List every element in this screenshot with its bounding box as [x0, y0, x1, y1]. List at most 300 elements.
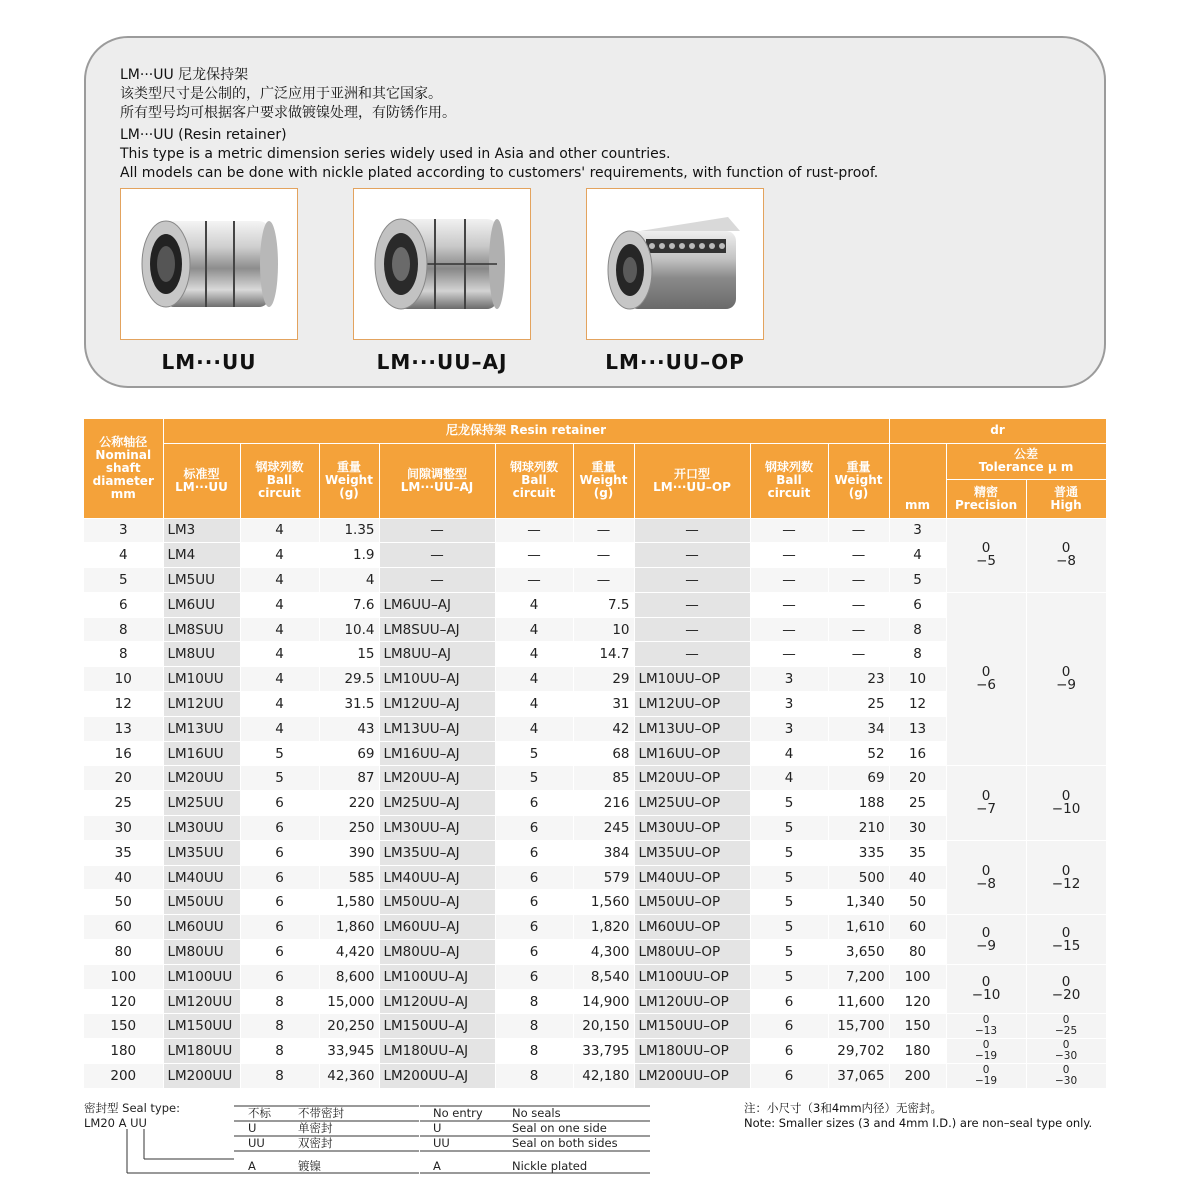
cell-op-weight: 34: [828, 716, 889, 741]
cell-dr-mm: 30: [889, 816, 946, 841]
cell-aj-model: —: [379, 543, 495, 568]
cell-standard-model: LM30UU: [163, 816, 240, 841]
cell-op-ball-circuit: —: [750, 592, 828, 617]
header-precision: 精密 Precision: [946, 479, 1026, 518]
cell-op-weight: 23: [828, 667, 889, 692]
cell-op-ball-circuit: 3: [750, 692, 828, 717]
cell-nominal-diameter: 13: [84, 716, 163, 741]
table-row: [84, 915, 1106, 940]
cell-dr-mm: 8: [889, 642, 946, 667]
cell-aj-model: LM35UU–AJ: [379, 840, 495, 865]
cell-nominal-diameter: 100: [84, 964, 163, 989]
cell-aj-model: LM30UU–AJ: [379, 816, 495, 841]
tolerance-high: 0 −20: [1026, 964, 1106, 1014]
cell-op-model: LM13UU–OP: [634, 716, 750, 741]
header-weight: 重量 Weight (g): [319, 443, 379, 518]
table-row: [84, 766, 1106, 791]
cell-weight: 4: [319, 568, 379, 593]
cell-aj-weight: 31: [573, 692, 634, 717]
cell-op-ball-circuit: 6: [750, 989, 828, 1014]
cell-aj-weight: 20,150: [573, 1014, 634, 1039]
cell-aj-weight: 14,900: [573, 989, 634, 1014]
cell-weight: 250: [319, 816, 379, 841]
bearing-image: [586, 188, 764, 340]
cell-dr-mm: 35: [889, 840, 946, 865]
cell-aj-model: LM50UU–AJ: [379, 890, 495, 915]
cell-standard-model: LM12UU: [163, 692, 240, 717]
header-ball-circuit: 钢球列数 Ball circuit: [750, 443, 828, 518]
intro-cn-line: LM···UU 尼龙保持架: [120, 67, 249, 83]
cell-op-weight: 52: [828, 741, 889, 766]
cell-aj-model: LM13UU–AJ: [379, 716, 495, 741]
cell-dr-mm: 120: [889, 989, 946, 1014]
cell-op-ball-circuit: 4: [750, 741, 828, 766]
cell-aj-ball-circuit: 4: [495, 692, 573, 717]
cell-op-ball-circuit: 6: [750, 1014, 828, 1039]
tolerance-high: 0 −12: [1026, 840, 1106, 914]
cell-aj-weight: 85: [573, 766, 634, 791]
seal-code-en: A: [433, 1159, 441, 1173]
cell-nominal-diameter: 8: [84, 642, 163, 667]
cell-aj-ball-circuit: 8: [495, 1064, 573, 1089]
cell-dr-mm: 150: [889, 1014, 946, 1039]
cell-op-weight: 25: [828, 692, 889, 717]
cell-op-model: —: [634, 617, 750, 642]
product-lm-uu-op: [586, 188, 764, 374]
cell-op-weight: 1,610: [828, 915, 889, 940]
table-row: [84, 518, 1106, 543]
cell-nominal-diameter: 150: [84, 1014, 163, 1039]
note-cn: 注：小尺寸（3和4mm内径）无密封。: [744, 1101, 943, 1115]
cell-dr-mm: 40: [889, 865, 946, 890]
tolerance-high: 0 −30: [1026, 1039, 1106, 1064]
cell-op-model: LM25UU–OP: [634, 791, 750, 816]
cell-aj-ball-circuit: 6: [495, 940, 573, 965]
cell-aj-weight: 14.7: [573, 642, 634, 667]
cell-weight: 1,860: [319, 915, 379, 940]
cell-weight: 87: [319, 766, 379, 791]
cell-op-weight: —: [828, 518, 889, 543]
cell-aj-weight: 216: [573, 791, 634, 816]
cell-aj-ball-circuit: 4: [495, 716, 573, 741]
cell-ball-circuit: 4: [240, 568, 319, 593]
header-weight: 重量 Weight (g): [828, 443, 889, 518]
header-open-type: 开口型 LM···UU–OP: [634, 443, 750, 518]
cell-weight: 220: [319, 791, 379, 816]
cell-aj-ball-circuit: 6: [495, 964, 573, 989]
cell-standard-model: LM25UU: [163, 791, 240, 816]
tolerance-high: 0 −8: [1026, 518, 1106, 592]
cell-weight: 20,250: [319, 1014, 379, 1039]
cell-ball-circuit: 4: [240, 543, 319, 568]
cell-op-weight: —: [828, 642, 889, 667]
table-row: [84, 1064, 1106, 1089]
cell-aj-weight: 42: [573, 716, 634, 741]
cell-op-weight: —: [828, 568, 889, 593]
seal-desc: 双密封: [298, 1136, 333, 1150]
cell-op-weight: 210: [828, 816, 889, 841]
cell-aj-model: LM6UU–AJ: [379, 592, 495, 617]
product-caption: LM···UU–OP: [605, 350, 745, 374]
cell-weight: 15,000: [319, 989, 379, 1014]
note-en: Note: Smaller sizes (3 and 4mm I.D.) are non–seal type only.: [744, 1116, 1093, 1130]
cell-aj-weight: —: [573, 568, 634, 593]
cell-standard-model: LM80UU: [163, 940, 240, 965]
seal-code: 不标: [248, 1106, 271, 1120]
cell-nominal-diameter: 60: [84, 915, 163, 940]
cell-aj-weight: 7.5: [573, 592, 634, 617]
cell-nominal-diameter: 80: [84, 940, 163, 965]
seal-desc-en: Seal on both sides: [512, 1136, 618, 1150]
tolerance-precision: 0 −7: [946, 766, 1026, 840]
cell-dr-mm: 10: [889, 667, 946, 692]
cell-weight: 4,420: [319, 940, 379, 965]
product-caption: LM···UU: [161, 350, 257, 374]
cell-ball-circuit: 4: [240, 667, 319, 692]
cell-dr-mm: 6: [889, 592, 946, 617]
cell-aj-model: LM80UU–AJ: [379, 940, 495, 965]
cell-op-model: LM20UU–OP: [634, 766, 750, 791]
cell-nominal-diameter: 40: [84, 865, 163, 890]
cell-aj-weight: 1,820: [573, 915, 634, 940]
header-adjustable-type: 间隙调整型 LM···UU–AJ: [379, 443, 495, 518]
product-lm-uu-aj: [353, 188, 531, 374]
cell-standard-model: LM150UU: [163, 1014, 240, 1039]
cell-ball-circuit: 4: [240, 692, 319, 717]
cell-aj-weight: 579: [573, 865, 634, 890]
cell-op-model: —: [634, 543, 750, 568]
cell-op-model: —: [634, 642, 750, 667]
cell-aj-model: LM180UU–AJ: [379, 1039, 495, 1064]
cell-aj-model: LM120UU–AJ: [379, 989, 495, 1014]
cell-dr-mm: 16: [889, 741, 946, 766]
cell-aj-weight: 8,540: [573, 964, 634, 989]
seal-desc-en: No seals: [512, 1106, 561, 1120]
cell-op-model: LM50UU–OP: [634, 890, 750, 915]
cell-aj-ball-circuit: 8: [495, 989, 573, 1014]
seal-type-example: LM20 A UU: [84, 1116, 147, 1130]
cell-ball-circuit: 5: [240, 766, 319, 791]
cell-aj-weight: 42,180: [573, 1064, 634, 1089]
header-tolerance: 公差 Tolerance μ m: [946, 443, 1106, 479]
cell-op-model: LM40UU–OP: [634, 865, 750, 890]
cell-op-weight: —: [828, 592, 889, 617]
seal-desc: 单密封: [298, 1121, 333, 1135]
cell-ball-circuit: 8: [240, 1014, 319, 1039]
cell-dr-mm: 100: [889, 964, 946, 989]
cell-nominal-diameter: 20: [84, 766, 163, 791]
cell-aj-model: LM25UU–AJ: [379, 791, 495, 816]
cell-op-weight: 11,600: [828, 989, 889, 1014]
header-nominal-diameter: 公称轴径 Nominal shaft diameter mm: [84, 419, 163, 518]
cell-op-ball-circuit: 5: [750, 791, 828, 816]
cell-aj-model: —: [379, 518, 495, 543]
seal-type-title: 密封型 Seal type:: [84, 1101, 180, 1115]
header-high: 普通 High: [1026, 479, 1106, 518]
table-row: [84, 964, 1106, 989]
spec-table: [84, 419, 1107, 1089]
cell-aj-weight: 4,300: [573, 940, 634, 965]
cell-op-ball-circuit: 6: [750, 1039, 828, 1064]
cell-op-model: —: [634, 568, 750, 593]
cell-ball-circuit: 4: [240, 716, 319, 741]
cell-dr-mm: 20: [889, 766, 946, 791]
cell-dr-mm: 50: [889, 890, 946, 915]
cell-weight: 7.6: [319, 592, 379, 617]
cell-nominal-diameter: 4: [84, 543, 163, 568]
cell-aj-ball-circuit: 6: [495, 890, 573, 915]
cell-standard-model: LM6UU: [163, 592, 240, 617]
cell-aj-ball-circuit: 5: [495, 741, 573, 766]
cell-standard-model: LM200UU: [163, 1064, 240, 1089]
cell-op-model: LM16UU–OP: [634, 741, 750, 766]
cell-dr-mm: 8: [889, 617, 946, 642]
cell-dr-mm: 4: [889, 543, 946, 568]
header-weight: 重量 Weight (g): [573, 443, 634, 518]
cell-standard-model: LM13UU: [163, 716, 240, 741]
cell-dr-mm: 200: [889, 1064, 946, 1089]
cell-ball-circuit: 6: [240, 840, 319, 865]
seal-code: UU: [248, 1136, 265, 1150]
seal-desc: 镀镍: [298, 1159, 321, 1173]
seal-desc-en: Nickle plated: [512, 1159, 588, 1173]
cell-op-weight: —: [828, 543, 889, 568]
cell-standard-model: LM20UU: [163, 766, 240, 791]
cell-ball-circuit: 8: [240, 989, 319, 1014]
cell-op-model: LM180UU–OP: [634, 1039, 750, 1064]
cell-nominal-diameter: 3: [84, 518, 163, 543]
cell-aj-ball-circuit: 6: [495, 840, 573, 865]
intro-text: [120, 66, 878, 183]
cell-op-ball-circuit: 3: [750, 716, 828, 741]
cell-op-model: LM80UU–OP: [634, 940, 750, 965]
note: [744, 1101, 1092, 1131]
tolerance-high: 0 −9: [1026, 592, 1106, 766]
cell-aj-ball-circuit: 8: [495, 1014, 573, 1039]
cell-ball-circuit: 4: [240, 642, 319, 667]
cell-op-ball-circuit: 5: [750, 964, 828, 989]
cell-standard-model: LM180UU: [163, 1039, 240, 1064]
cell-weight: 31.5: [319, 692, 379, 717]
cell-nominal-diameter: 12: [84, 692, 163, 717]
cell-weight: 1.9: [319, 543, 379, 568]
tolerance-high: 0 −30: [1026, 1064, 1106, 1089]
cell-op-weight: 500: [828, 865, 889, 890]
cell-op-ball-circuit: 5: [750, 840, 828, 865]
bearing-image: [120, 188, 298, 340]
cell-op-model: LM120UU–OP: [634, 989, 750, 1014]
cell-op-weight: 1,340: [828, 890, 889, 915]
intro-en-line: This type is a metric dimension series widely used in Asia and other countries.: [120, 146, 671, 162]
cell-nominal-diameter: 6: [84, 592, 163, 617]
cell-op-model: LM100UU–OP: [634, 964, 750, 989]
cell-standard-model: LM60UU: [163, 915, 240, 940]
cell-aj-ball-circuit: 4: [495, 667, 573, 692]
cell-dr-mm: 25: [889, 791, 946, 816]
cell-weight: 43: [319, 716, 379, 741]
cell-op-ball-circuit: 3: [750, 667, 828, 692]
cell-aj-model: LM150UU–AJ: [379, 1014, 495, 1039]
cell-op-ball-circuit: —: [750, 617, 828, 642]
cell-standard-model: LM50UU: [163, 890, 240, 915]
cell-nominal-diameter: 5: [84, 568, 163, 593]
intro-cn-line: 该类型尺寸是公制的，广泛应用于亚洲和其它国家。: [120, 86, 442, 102]
seal-code-en: UU: [433, 1136, 450, 1150]
seal-desc: 不带密封: [298, 1106, 344, 1120]
cell-aj-model: LM60UU–AJ: [379, 915, 495, 940]
cell-nominal-diameter: 10: [84, 667, 163, 692]
tolerance-precision: 0 −10: [946, 964, 1026, 1014]
cell-dr-mm: 3: [889, 518, 946, 543]
cell-dr-mm: 180: [889, 1039, 946, 1064]
cell-weight: 8,600: [319, 964, 379, 989]
tolerance-precision: 0 −8: [946, 840, 1026, 914]
cell-aj-model: LM8SUU–AJ: [379, 617, 495, 642]
cell-aj-model: LM16UU–AJ: [379, 741, 495, 766]
cell-aj-ball-circuit: 4: [495, 617, 573, 642]
cell-dr-mm: 5: [889, 568, 946, 593]
header-resin-retainer: 尼龙保持架 Resin retainer: [163, 419, 889, 443]
cell-weight: 1,580: [319, 890, 379, 915]
cell-aj-weight: 245: [573, 816, 634, 841]
header-mm: mm: [889, 443, 946, 518]
cell-op-weight: 7,200: [828, 964, 889, 989]
cell-nominal-diameter: 16: [84, 741, 163, 766]
cell-op-ball-circuit: 5: [750, 915, 828, 940]
header-ball-circuit: 钢球列数 Ball circuit: [240, 443, 319, 518]
cell-op-ball-circuit: 5: [750, 890, 828, 915]
cell-aj-model: LM200UU–AJ: [379, 1064, 495, 1089]
spec-table-body: [84, 518, 1106, 1088]
cell-op-weight: 69: [828, 766, 889, 791]
cell-op-weight: —: [828, 617, 889, 642]
cell-op-model: LM150UU–OP: [634, 1014, 750, 1039]
cell-op-model: LM35UU–OP: [634, 840, 750, 865]
cell-weight: 585: [319, 865, 379, 890]
cell-op-weight: 188: [828, 791, 889, 816]
cell-aj-weight: 10: [573, 617, 634, 642]
cell-op-model: LM30UU–OP: [634, 816, 750, 841]
cell-aj-ball-circuit: 6: [495, 816, 573, 841]
cell-ball-circuit: 8: [240, 1039, 319, 1064]
cell-op-model: —: [634, 518, 750, 543]
cell-ball-circuit: 6: [240, 915, 319, 940]
cell-nominal-diameter: 200: [84, 1064, 163, 1089]
header-ball-circuit: 钢球列数 Ball circuit: [495, 443, 573, 518]
tolerance-precision: 0 −13: [946, 1014, 1026, 1039]
cell-weight: 1.35: [319, 518, 379, 543]
cell-weight: 33,945: [319, 1039, 379, 1064]
intro-en-line: All models can be done with nickle plated according to customers' requirements, with function of rust-proof.: [120, 165, 879, 181]
cell-standard-model: LM120UU: [163, 989, 240, 1014]
cell-aj-ball-circuit: —: [495, 518, 573, 543]
cell-aj-ball-circuit: 6: [495, 865, 573, 890]
product-lm-uu: [120, 188, 298, 374]
bearing-image: [353, 188, 531, 340]
cell-ball-circuit: 6: [240, 791, 319, 816]
cell-standard-model: LM3: [163, 518, 240, 543]
cell-aj-weight: 33,795: [573, 1039, 634, 1064]
cell-aj-ball-circuit: —: [495, 568, 573, 593]
cell-op-ball-circuit: 5: [750, 816, 828, 841]
cell-aj-weight: —: [573, 543, 634, 568]
cell-standard-model: LM16UU: [163, 741, 240, 766]
cell-op-weight: 37,065: [828, 1064, 889, 1089]
cell-nominal-diameter: 35: [84, 840, 163, 865]
cell-aj-model: LM8UU–AJ: [379, 642, 495, 667]
cell-aj-model: LM10UU–AJ: [379, 667, 495, 692]
tolerance-high: 0 −10: [1026, 766, 1106, 840]
product-caption: LM···UU–AJ: [376, 350, 508, 374]
cell-ball-circuit: 6: [240, 865, 319, 890]
cell-op-weight: 15,700: [828, 1014, 889, 1039]
intro-en-title: LM···UU (Resin retainer): [120, 127, 287, 143]
cell-op-ball-circuit: —: [750, 568, 828, 593]
table-row: [84, 1014, 1106, 1039]
cell-aj-ball-circuit: 5: [495, 766, 573, 791]
seal-code-en: U: [433, 1121, 442, 1135]
tolerance-precision: 0 −19: [946, 1064, 1026, 1089]
cell-op-ball-circuit: 5: [750, 865, 828, 890]
header-dr: dr: [889, 419, 1106, 443]
seal-code-en: No entry: [433, 1106, 483, 1120]
cell-aj-weight: 68: [573, 741, 634, 766]
cell-nominal-diameter: 30: [84, 816, 163, 841]
product-images: [120, 188, 820, 378]
cell-weight: 390: [319, 840, 379, 865]
cell-weight: 42,360: [319, 1064, 379, 1089]
cell-aj-ball-circuit: 6: [495, 791, 573, 816]
cell-aj-model: LM12UU–AJ: [379, 692, 495, 717]
cell-standard-model: LM4: [163, 543, 240, 568]
cell-op-ball-circuit: 6: [750, 1064, 828, 1089]
cell-nominal-diameter: 180: [84, 1039, 163, 1064]
cell-dr-mm: 60: [889, 915, 946, 940]
intro-cn-line: 所有型号均可根据客户要求做镀镍处理，有防锈作用。: [120, 105, 456, 121]
cell-ball-circuit: 4: [240, 592, 319, 617]
tolerance-high: 0 −15: [1026, 915, 1106, 965]
cell-standard-model: LM5UU: [163, 568, 240, 593]
table-row: [84, 840, 1106, 865]
cell-aj-model: LM40UU–AJ: [379, 865, 495, 890]
cell-dr-mm: 80: [889, 940, 946, 965]
cell-ball-circuit: 6: [240, 940, 319, 965]
cell-nominal-diameter: 8: [84, 617, 163, 642]
cell-op-model: —: [634, 592, 750, 617]
cell-aj-ball-circuit: 6: [495, 915, 573, 940]
cell-aj-model: —: [379, 568, 495, 593]
cell-aj-ball-circuit: 4: [495, 592, 573, 617]
cell-standard-model: LM100UU: [163, 964, 240, 989]
cell-aj-weight: 1,560: [573, 890, 634, 915]
cell-op-ball-circuit: —: [750, 642, 828, 667]
cell-op-ball-circuit: —: [750, 518, 828, 543]
cell-op-ball-circuit: 5: [750, 940, 828, 965]
table-row: [84, 1039, 1106, 1064]
tolerance-high: 0 −25: [1026, 1014, 1106, 1039]
table-row: [84, 592, 1106, 617]
cell-ball-circuit: 6: [240, 816, 319, 841]
cell-standard-model: LM35UU: [163, 840, 240, 865]
cell-ball-circuit: 8: [240, 1064, 319, 1089]
cell-dr-mm: 12: [889, 692, 946, 717]
cell-op-weight: 335: [828, 840, 889, 865]
cell-op-model: LM60UU–OP: [634, 915, 750, 940]
cell-standard-model: LM40UU: [163, 865, 240, 890]
intro-panel: [84, 36, 1106, 388]
tolerance-precision: 0 −9: [946, 915, 1026, 965]
cell-ball-circuit: 4: [240, 617, 319, 642]
